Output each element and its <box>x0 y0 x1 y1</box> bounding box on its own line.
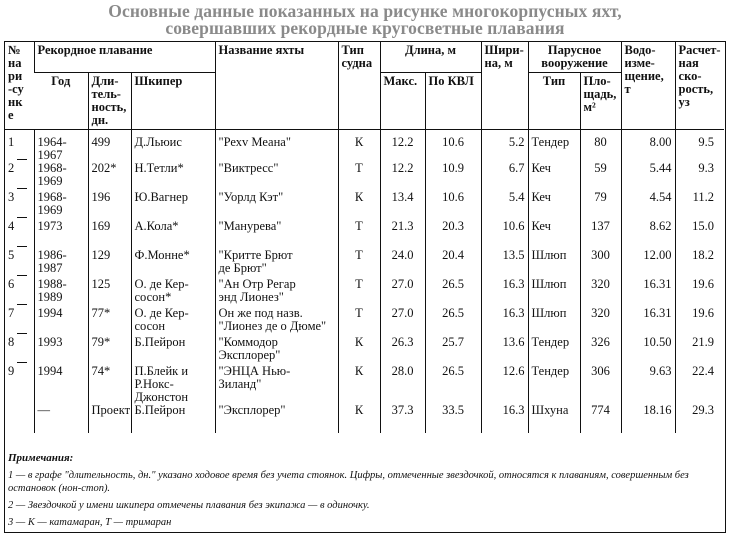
cell-name: "Уорлд Кэт" <box>215 191 338 220</box>
table-row <box>5 336 724 365</box>
cell-speed: 15.0 <box>675 220 724 249</box>
cell-len-kvl: 20.4 <box>425 249 481 278</box>
cell-duration: 125 <box>88 278 131 307</box>
cell-len-kvl: 20.3 <box>425 220 481 249</box>
table-title <box>0 0 730 37</box>
cell-width: 6.7 <box>481 162 528 191</box>
cell-year: 1994 <box>34 365 88 404</box>
cell-displacement: 12.00 <box>621 249 675 278</box>
cell-type: Т <box>338 162 380 191</box>
cell-rig-type: Тендер <box>528 130 580 163</box>
notes-heading: Примечания: <box>8 452 74 464</box>
cell-displacement: 16.31 <box>621 278 675 307</box>
cell-speed: 19.6 <box>675 278 724 307</box>
table-row <box>5 307 724 336</box>
cell-width: 16.3 <box>481 278 528 307</box>
note-3: 3 — К — катамаран, Т — тримаран <box>8 517 172 528</box>
row-separator-tick <box>17 304 27 305</box>
cell-duration: 77* <box>88 307 131 336</box>
cell-duration: 79* <box>88 336 131 365</box>
cell-skipper: О. де Кер- сосон* <box>131 278 215 307</box>
cell-num <box>5 404 34 433</box>
cell-num: 8 <box>5 336 34 365</box>
cell-len-max: 21.3 <box>380 220 425 249</box>
cell-speed: 18.2 <box>675 249 724 278</box>
table-row <box>5 365 724 404</box>
cell-rig-type: Тендер <box>528 365 580 404</box>
cell-num: 6 <box>5 278 34 307</box>
cell-len-kvl: 25.7 <box>425 336 481 365</box>
header-vessel-type: Тип судна <box>338 42 380 130</box>
cell-name: "Манурева" <box>215 220 338 249</box>
cell-name: "Коммодор Эксплорер" <box>215 336 338 365</box>
cell-width: 12.6 <box>481 365 528 404</box>
header-rig-type: Тип <box>528 73 580 130</box>
cell-skipper: П.Блейк и Р.Нокс- Джонстон <box>131 365 215 404</box>
cell-displacement: 8.00 <box>621 130 675 163</box>
cell-num: 2 <box>5 162 34 191</box>
cell-len-kvl: 10.9 <box>425 162 481 191</box>
cell-speed: 29.3 <box>675 404 724 433</box>
cell-year: 1968- 1969 <box>34 162 88 191</box>
cell-len-kvl: 26.5 <box>425 278 481 307</box>
cell-rig-type: Кеч <box>528 191 580 220</box>
cell-width: 13.5 <box>481 249 528 278</box>
header-len-kvl: По КВЛ <box>425 73 481 130</box>
cell-type: К <box>338 130 380 163</box>
table-row <box>5 162 724 191</box>
cell-duration: 129 <box>88 249 131 278</box>
cell-duration: 74* <box>88 365 131 404</box>
cell-width: 5.4 <box>481 191 528 220</box>
cell-displacement: 8.62 <box>621 220 675 249</box>
cell-displacement: 10.50 <box>621 336 675 365</box>
cell-width: 13.6 <box>481 336 528 365</box>
cell-skipper: А.Кола* <box>131 220 215 249</box>
row-separator-tick <box>17 275 27 276</box>
cell-name: "Критте Брют де Брют" <box>215 249 338 278</box>
header-yacht-name: Название яхты <box>215 42 338 130</box>
cell-rig-area: 320 <box>580 278 621 307</box>
cell-displacement: 5.44 <box>621 162 675 191</box>
cell-skipper: Б.Пейрон <box>131 336 215 365</box>
cell-len-max: 28.0 <box>380 365 425 404</box>
header-year: Год <box>34 73 88 130</box>
cell-displacement: 16.31 <box>621 307 675 336</box>
cell-len-max: 27.0 <box>380 307 425 336</box>
header-duration: Дли-тель-ность, дн. <box>88 73 131 130</box>
row-separator-tick <box>17 188 27 189</box>
cell-name: "Ан Отр Регар энд Лионез" <box>215 278 338 307</box>
table-row <box>5 249 724 278</box>
cell-speed: 22.4 <box>675 365 724 404</box>
cell-speed: 9.3 <box>675 162 724 191</box>
header-skipper: Шкипер <box>131 73 215 130</box>
cell-skipper: Н.Тетли* <box>131 162 215 191</box>
row-separator-tick <box>17 246 27 247</box>
header-width: Шири-на, м <box>481 42 528 130</box>
cell-num: 7 <box>5 307 34 336</box>
cell-width: 5.2 <box>481 130 528 163</box>
header-speed: Расчет-ная ско-рость, уз <box>675 42 724 130</box>
cell-rig-type: Шхуна <box>528 404 580 433</box>
header-record: Рекордное плавание <box>34 42 215 73</box>
cell-rig-type: Кеч <box>528 162 580 191</box>
table-body <box>5 130 724 434</box>
cell-speed: 19.6 <box>675 307 724 336</box>
row-separator-tick <box>17 159 27 160</box>
table-row <box>5 130 724 163</box>
cell-rig-area: 137 <box>580 220 621 249</box>
cell-year: — <box>34 404 88 433</box>
row-separator-tick <box>17 362 27 363</box>
cell-rig-area: 79 <box>580 191 621 220</box>
cell-year: 1986- 1987 <box>34 249 88 278</box>
cell-skipper: Д.Льюис <box>131 130 215 163</box>
cell-type: К <box>338 336 380 365</box>
cell-len-max: 12.2 <box>380 130 425 163</box>
cell-name: "Рехv Меана" <box>215 130 338 163</box>
table-row <box>5 404 724 433</box>
cell-width: 16.3 <box>481 307 528 336</box>
cell-skipper: Ю.Вагнер <box>131 191 215 220</box>
cell-len-kvl: 26.5 <box>425 307 481 336</box>
cell-len-max: 27.0 <box>380 278 425 307</box>
cell-len-kvl: 10.6 <box>425 191 481 220</box>
cell-duration: 196 <box>88 191 131 220</box>
cell-year: 1993 <box>34 336 88 365</box>
cell-num: 4 <box>5 220 34 249</box>
cell-rig-type: Шлюп <box>528 249 580 278</box>
cell-type: Т <box>338 278 380 307</box>
cell-num: 5 <box>5 249 34 278</box>
cell-len-kvl: 10.6 <box>425 130 481 163</box>
cell-width: 10.6 <box>481 220 528 249</box>
cell-year: 1988- 1989 <box>34 278 88 307</box>
cell-duration: 169 <box>88 220 131 249</box>
cell-len-max: 26.3 <box>380 336 425 365</box>
cell-displacement: 4.54 <box>621 191 675 220</box>
cell-skipper: Б.Пейрон <box>131 404 215 433</box>
cell-type: К <box>338 404 380 433</box>
header-len-max: Макс. <box>380 73 425 130</box>
cell-duration: 202* <box>88 162 131 191</box>
cell-name: "ЭНЦА Нью- Зиланд" <box>215 365 338 404</box>
cell-duration: Проект <box>88 404 131 433</box>
cell-year: 1968- 1969 <box>34 191 88 220</box>
cell-rig-area: 59 <box>580 162 621 191</box>
cell-len-max: 37.3 <box>380 404 425 433</box>
cell-len-kvl: 26.5 <box>425 365 481 404</box>
cell-type: Т <box>338 307 380 336</box>
cell-displacement: 18.16 <box>621 404 675 433</box>
cell-rig-type: Шлюп <box>528 307 580 336</box>
yacht-data-table <box>5 42 724 433</box>
cell-type: Т <box>338 249 380 278</box>
cell-rig-area: 300 <box>580 249 621 278</box>
header-rig-area: Пло-щадь, м² <box>580 73 621 130</box>
cell-name: "Эксплорер" <box>215 404 338 433</box>
cell-len-max: 13.4 <box>380 191 425 220</box>
cell-num: 9 <box>8 364 15 378</box>
cell-rig-area: 80 <box>580 130 621 163</box>
cell-year: 1964- 1967 <box>34 130 88 163</box>
cell-num: 1 <box>5 130 34 163</box>
cell-width: 16.3 <box>481 404 528 433</box>
cell-year: 1994 <box>34 307 88 336</box>
table-notes <box>8 452 720 533</box>
cell-type: К <box>338 191 380 220</box>
cell-skipper: О. де Кер- сосон <box>131 307 215 336</box>
cell-duration: 499 <box>88 130 131 163</box>
row-separator-tick <box>17 217 27 218</box>
cell-type: Т <box>338 220 380 249</box>
cell-len-max: 24.0 <box>380 249 425 278</box>
cell-rig-area: 774 <box>580 404 621 433</box>
title-line-2: совершавших рекордные кругосветные плавания <box>165 18 565 38</box>
cell-speed: 21.9 <box>675 336 724 365</box>
title-line-1: Основные данные показанных на рисунке многокорпусных яхт, <box>108 1 622 21</box>
table-row <box>5 278 724 307</box>
header-length: Длина, м <box>380 42 481 73</box>
cell-len-kvl: 33.5 <box>425 404 481 433</box>
cell-rig-type: Кеч <box>528 220 580 249</box>
cell-name: Он же под назв. "Лионез де о Дюме" <box>215 307 338 336</box>
row-separator-tick <box>17 333 27 334</box>
cell-num: 3 <box>5 191 34 220</box>
cell-speed: 11.2 <box>675 191 724 220</box>
table-row <box>5 191 724 220</box>
cell-rig-area: 306 <box>580 365 621 404</box>
header-rig: Парусное вооружение <box>528 42 621 73</box>
cell-rig-area: 326 <box>580 336 621 365</box>
table-row <box>5 220 724 249</box>
cell-displacement: 9.63 <box>621 365 675 404</box>
cell-rig-type: Шлюп <box>528 278 580 307</box>
cell-name: "Виктресс" <box>215 162 338 191</box>
header-num: № на ри-сунке <box>5 42 34 130</box>
cell-len-max: 12.2 <box>380 162 425 191</box>
header-displacement: Водо-изме-щение, т <box>621 42 675 130</box>
cell-type: К <box>338 365 380 404</box>
cell-year: 1973 <box>34 220 88 249</box>
cell-skipper: Ф.Монне* <box>131 249 215 278</box>
cell-rig-type: Тендер <box>528 336 580 365</box>
note-2: 2 — Звездочкой у имени шкипера отмечены плавания без экипажа — в одиночку. <box>8 500 370 511</box>
cell-rig-area: 320 <box>580 307 621 336</box>
cell-speed: 9.5 <box>675 130 724 163</box>
note-1: 1 — в графе "длительность, дн." указано ходовое время без учета стоянок. Цифры, отмеченные звездочкой, относятся к плаваниям, совершенным без остановок (нон-стоп). <box>8 470 689 494</box>
